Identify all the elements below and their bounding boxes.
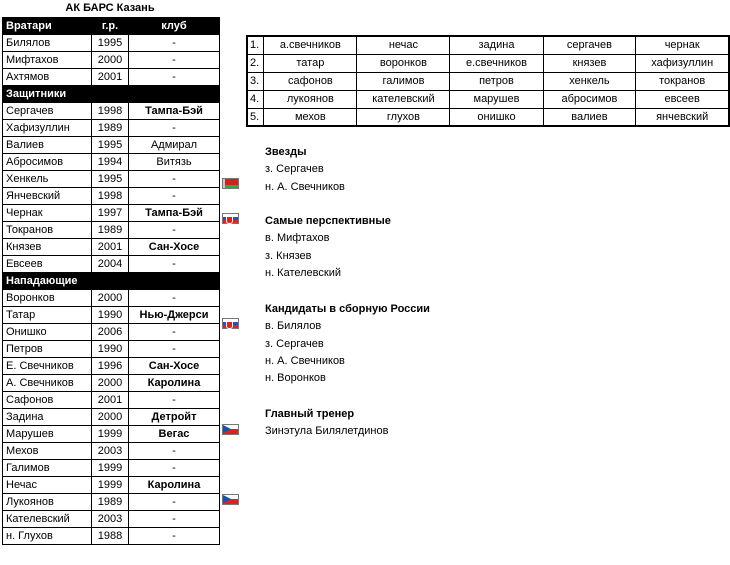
player-row	[3, 341, 220, 358]
player-club: -	[129, 494, 220, 511]
line-player: хафизуллин	[636, 54, 729, 72]
prospects-heading: Самые перспективные	[265, 215, 391, 227]
line-player: галимов	[357, 72, 450, 90]
player-name: Лукоянов	[3, 494, 92, 511]
player-club: -	[129, 188, 220, 205]
line-row	[247, 36, 729, 54]
player-name: А. Свечников	[3, 375, 92, 392]
line-number: 1.	[247, 36, 264, 54]
player-club: -	[129, 69, 220, 86]
player-name: Галимов	[3, 460, 92, 477]
birth-year: 2001	[92, 239, 129, 256]
player-club: -	[129, 324, 220, 341]
player-row	[3, 511, 220, 528]
player-row	[3, 137, 220, 154]
national-team-item: н. Воронков	[265, 372, 326, 385]
player-club: Детройт	[129, 409, 220, 426]
line-player: нечас	[357, 36, 450, 54]
line-player: князев	[543, 54, 636, 72]
player-club: Витязь	[129, 154, 220, 171]
player-name: Валиев	[3, 137, 92, 154]
player-row	[3, 324, 220, 341]
forwards-header-cell	[129, 273, 220, 290]
page-title: АК БАРС Казань	[65, 2, 155, 14]
line-player: марушев	[450, 90, 543, 108]
player-name: Сергачев	[3, 103, 92, 120]
player-row	[3, 103, 220, 120]
player-name: Е. Свечников	[3, 358, 92, 375]
birth-year: 1999	[92, 426, 129, 443]
player-club: -	[129, 256, 220, 273]
player-name: Токранов	[3, 222, 92, 239]
player-name: Петров	[3, 341, 92, 358]
birth-year: 1995	[92, 137, 129, 154]
player-club: -	[129, 511, 220, 528]
player-club: -	[129, 222, 220, 239]
slovakia-flag-icon	[222, 213, 239, 224]
birth-year: 1988	[92, 528, 129, 545]
player-row	[3, 477, 220, 494]
player-name: Мифтахов	[3, 52, 92, 69]
forwards-header-cell	[92, 273, 129, 290]
player-name: Абросимов	[3, 154, 92, 171]
player-name: Онишко	[3, 324, 92, 341]
belarus-flag-icon	[222, 178, 239, 189]
stars-item: н. А. Свечников	[265, 180, 345, 193]
player-club: -	[129, 341, 220, 358]
player-club: -	[129, 52, 220, 69]
prospects-item: в. Мифтахов	[265, 232, 330, 245]
player-club: -	[129, 120, 220, 137]
defense-header-cell	[129, 86, 220, 103]
player-club: Каролина	[129, 375, 220, 392]
player-row	[3, 222, 220, 239]
czech-flag-icon	[222, 424, 239, 435]
player-row	[3, 443, 220, 460]
birth-year: 2001	[92, 69, 129, 86]
goalies-header-cell: Вратари	[3, 18, 92, 35]
national-team-item: н. А. Свечников	[265, 354, 345, 367]
player-club: Вегас	[129, 426, 220, 443]
player-row	[3, 307, 220, 324]
stars-section	[265, 144, 345, 196]
line-player: а.свечников	[264, 36, 357, 54]
player-row	[3, 494, 220, 511]
national-team-item: в. Билялов	[265, 320, 322, 333]
player-name: Воронков	[3, 290, 92, 307]
player-club: -	[129, 392, 220, 409]
line-player: онишко	[450, 108, 543, 126]
player-row	[3, 120, 220, 137]
birth-year: 2000	[92, 409, 129, 426]
birth-year: 2006	[92, 324, 129, 341]
birth-year: 1989	[92, 120, 129, 137]
birth-year: 2000	[92, 375, 129, 392]
goalies-header-cell: клуб	[129, 18, 220, 35]
line-player: задина	[450, 36, 543, 54]
line-number: 4.	[247, 90, 264, 108]
czech-flag-icon	[222, 494, 239, 505]
player-name: Князев	[3, 239, 92, 256]
birth-year: 2004	[92, 256, 129, 273]
head-coach-section	[265, 406, 388, 441]
prospects-section	[265, 213, 391, 282]
line-row	[247, 90, 729, 108]
birth-year: 2003	[92, 443, 129, 460]
player-club: -	[129, 290, 220, 307]
player-row	[3, 239, 220, 256]
line-player: абросимов	[543, 90, 636, 108]
birth-year: 1995	[92, 171, 129, 188]
player-club: Сан-Хосе	[129, 358, 220, 375]
player-club: -	[129, 443, 220, 460]
player-club: -	[129, 171, 220, 188]
goalies-header-row	[3, 18, 220, 35]
line-player: евсеев	[636, 90, 729, 108]
player-name: Марушев	[3, 426, 92, 443]
player-name: Хенкель	[3, 171, 92, 188]
player-row	[3, 69, 220, 86]
player-name: Хафизуллин	[3, 120, 92, 137]
player-name: Ахтямов	[3, 69, 92, 86]
line-player: токранов	[636, 72, 729, 90]
line-player: глухов	[357, 108, 450, 126]
defense-header-cell: Защитники	[3, 86, 92, 103]
birth-year: 1997	[92, 205, 129, 222]
player-club: -	[129, 460, 220, 477]
national-team-section	[265, 301, 430, 387]
goalies-header-cell: г.р.	[92, 18, 129, 35]
birth-year: 1998	[92, 103, 129, 120]
player-row	[3, 52, 220, 69]
birth-year: 2001	[92, 392, 129, 409]
birth-year: 1990	[92, 341, 129, 358]
player-name: н. Глухов	[3, 528, 92, 545]
birth-year: 1996	[92, 358, 129, 375]
line-player: мехов	[264, 108, 357, 126]
line-player: воронков	[357, 54, 450, 72]
birth-year: 1994	[92, 154, 129, 171]
birth-year: 1990	[92, 307, 129, 324]
line-player: янчевский	[636, 108, 729, 126]
birth-year: 1989	[92, 222, 129, 239]
player-club: Нью-Джерси	[129, 307, 220, 324]
player-club: Тампа-Бэй	[129, 103, 220, 120]
lines-table	[246, 35, 730, 127]
player-name: Сафонов	[3, 392, 92, 409]
roster-table	[2, 17, 220, 545]
line-player: хенкель	[543, 72, 636, 90]
player-name: Евсеев	[3, 256, 92, 273]
defense-header-cell	[92, 86, 129, 103]
line-number: 3.	[247, 72, 264, 90]
player-row	[3, 205, 220, 222]
prospects-item: н. Кателевский	[265, 266, 341, 279]
player-row	[3, 392, 220, 409]
player-club: -	[129, 528, 220, 545]
birth-year: 2000	[92, 52, 129, 69]
birth-year: 1989	[92, 494, 129, 511]
prospects-item: з. Князев	[265, 249, 312, 262]
player-name: Янчевский	[3, 188, 92, 205]
line-player: кателевский	[357, 90, 450, 108]
player-name: Билялов	[3, 35, 92, 52]
player-club: Каролина	[129, 477, 220, 494]
player-club: Адмирал	[129, 137, 220, 154]
player-name: Татар	[3, 307, 92, 324]
birth-year: 2003	[92, 511, 129, 528]
line-player: лукоянов	[264, 90, 357, 108]
player-row	[3, 375, 220, 392]
player-row	[3, 154, 220, 171]
player-row	[3, 460, 220, 477]
player-name: Мехов	[3, 443, 92, 460]
line-player: чернак	[636, 36, 729, 54]
player-name: Нечас	[3, 477, 92, 494]
line-player: е.свечников	[450, 54, 543, 72]
line-number: 5.	[247, 108, 264, 126]
player-row	[3, 256, 220, 273]
line-player: валиев	[543, 108, 636, 126]
stars-heading: Звезды	[265, 146, 307, 158]
line-row	[247, 72, 729, 90]
defense-header-row	[3, 86, 220, 103]
forwards-header-cell: Нападающие	[3, 273, 92, 290]
player-row	[3, 188, 220, 205]
player-name: Кателевский	[3, 511, 92, 528]
line-number: 2.	[247, 54, 264, 72]
player-row	[3, 528, 220, 545]
birth-year: 1999	[92, 477, 129, 494]
head-coach-heading: Главный тренер	[265, 408, 355, 420]
player-name: Задина	[3, 409, 92, 426]
player-club: Тампа-Бэй	[129, 205, 220, 222]
national-team-heading: Кандидаты в сборную России	[265, 303, 430, 315]
player-row	[3, 35, 220, 52]
national-team-item: з. Сергачев	[265, 337, 324, 350]
line-player: татар	[264, 54, 357, 72]
player-name: Чернак	[3, 205, 92, 222]
player-row	[3, 290, 220, 307]
birth-year: 1995	[92, 35, 129, 52]
line-player: сафонов	[264, 72, 357, 90]
slovakia-flag-icon	[222, 318, 239, 329]
forwards-header-row	[3, 273, 220, 290]
stars-item: з. Сергачев	[265, 163, 324, 176]
birth-year: 2000	[92, 290, 129, 307]
player-row	[3, 358, 220, 375]
player-club: -	[129, 35, 220, 52]
player-row	[3, 171, 220, 188]
line-row	[247, 108, 729, 126]
birth-year: 1998	[92, 188, 129, 205]
player-row	[3, 409, 220, 426]
player-row	[3, 426, 220, 443]
line-player: сергачев	[543, 36, 636, 54]
line-player: петров	[450, 72, 543, 90]
birth-year: 1999	[92, 460, 129, 477]
head-coach-name: Зинэтула Билялетдинов	[265, 425, 389, 438]
player-club: Сан-Хосе	[129, 239, 220, 256]
line-row	[247, 54, 729, 72]
